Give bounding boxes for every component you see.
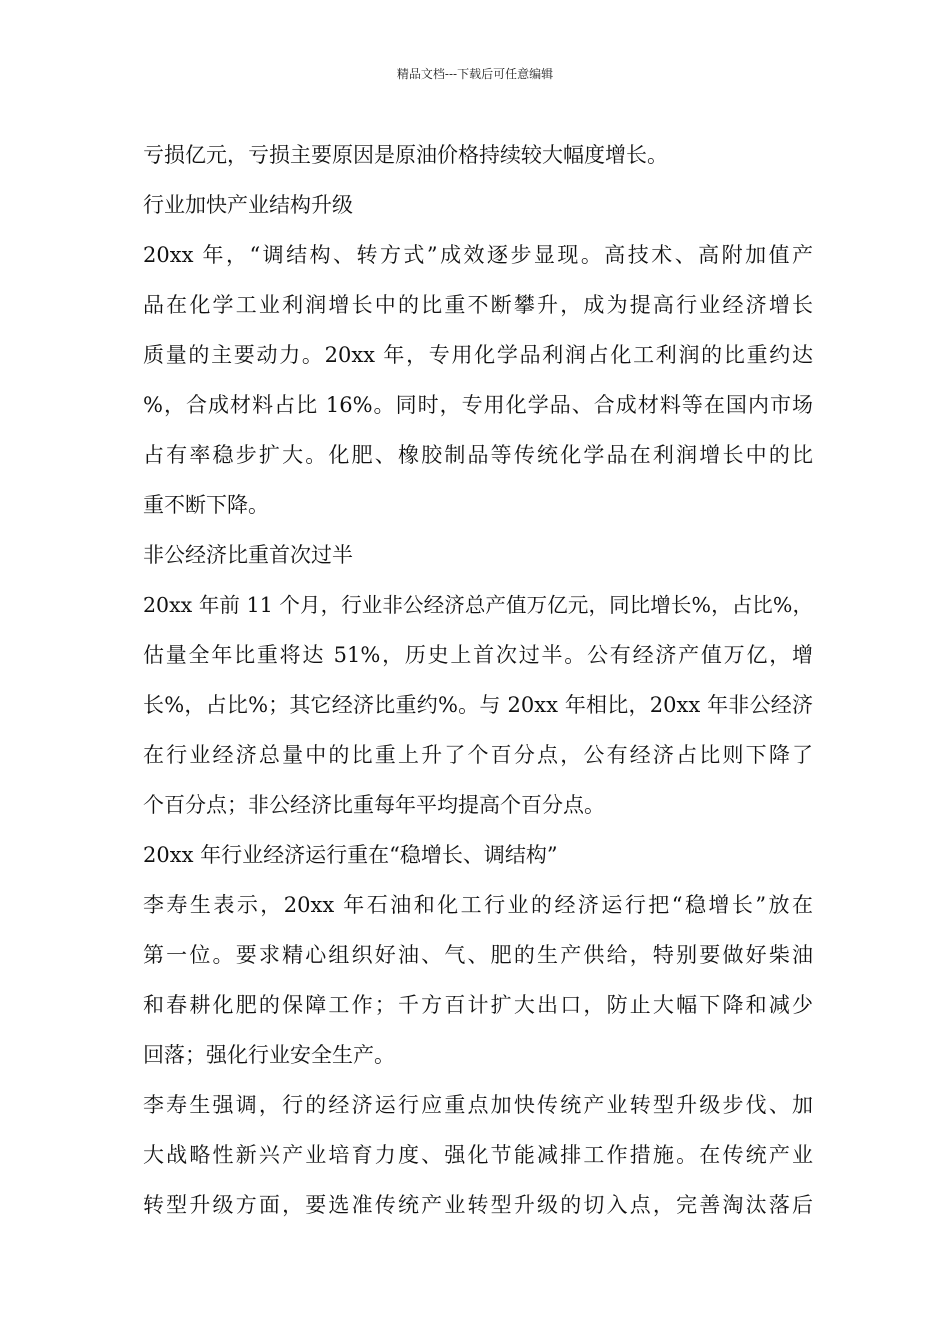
text-line: 品在化学工业利润增长中的比重不断攀升，成为提高行业经济增长 [143,293,813,317]
text-line: 李寿生表示，20xx 年石油和化工行业的经济运行把“稳增长”放在 [143,893,813,917]
text-line: 在行业经济总量中的比重上升了个百分点，公有经济占比则下降了 [143,743,813,767]
text-line: 20xx 年前 11 个月，行业非公经济总产值万亿元，同比增长%，占比%， [143,593,813,617]
text-line: 非公经济比重首次过半 [143,543,353,567]
text-line: 重不断下降。 [143,493,269,517]
text-line: 估量全年比重将达 51%，历史上首次过半。公有经济产值万亿，增 [143,643,813,667]
text-line: 20xx 年，“调结构、转方式”成效逐步显现。高技术、高附加值产 [143,243,813,267]
text-line: 和春耕化肥的保障工作；千方百计扩大出口，防止大幅下降和减少 [143,993,813,1017]
page-header: 精品文档---下载后可任意编辑 [396,67,554,81]
text-line: 李寿生强调，行的经济运行应重点加快传统产业转型升级步伐、加 [143,1093,813,1117]
text-line: 个百分点；非公经济比重每年平均提高个百分点。 [143,793,605,817]
text-line: 大战略性新兴产业培育力度、强化节能减排工作措施。在传统产业 [143,1143,813,1167]
document-body [143,130,813,1230]
text-line: 20xx 年行业经济运行重在“稳增长、调结构” [143,843,558,867]
text-line: 长%，占比%；其它经济比重约%。与 20xx 年相比，20xx 年非公经济 [143,693,813,717]
text-line: 行业加快产业结构升级 [143,193,353,217]
text-line: %，合成材料占比 16%。同时，专用化学品、合成材料等在国内市场 [143,393,813,417]
text-line: 质量的主要动力。20xx 年，专用化学品利润占化工利润的比重约达 [143,343,813,367]
text-line: 回落；强化行业安全生产。 [143,1043,395,1067]
text-line: 亏损亿元，亏损主要原因是原油价格持续较大幅度增长。 [143,143,668,167]
text-line: 占有率稳步扩大。化肥、橡胶制品等传统化学品在利润增长中的比 [143,443,813,467]
text-line: 转型升级方面，要选准传统产业转型升级的切入点，完善淘汰落后 [143,1193,813,1217]
text-line: 第一位。要求精心组织好油、气、肥的生产供给，特别要做好柴油 [143,943,813,967]
